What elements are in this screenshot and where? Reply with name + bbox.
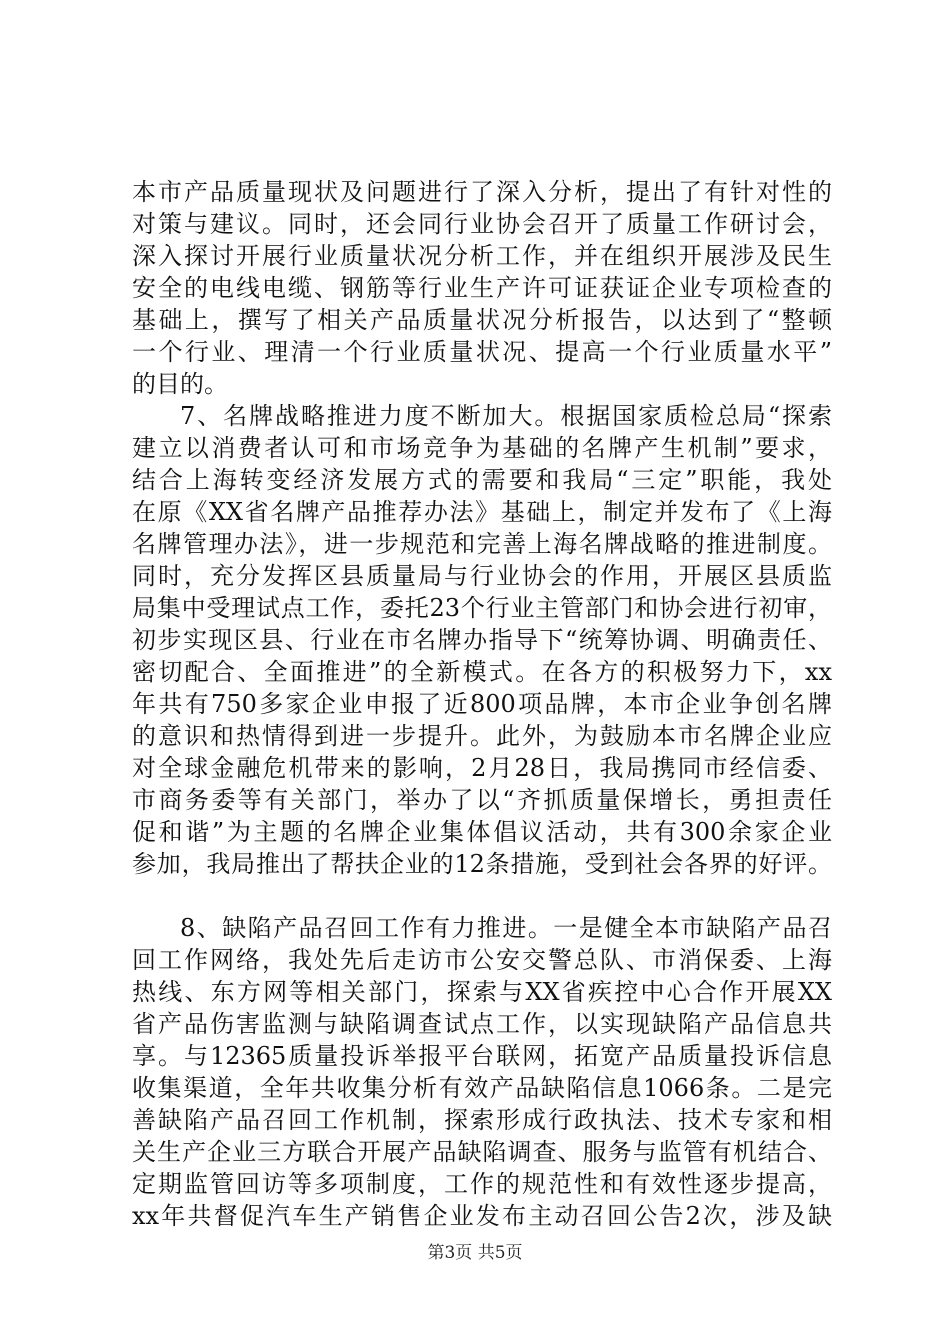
text-line: 基础上，撰写了相关产品质量状况分析报告，以达到了“整顿 [132, 306, 832, 334]
text-line: 关生产企业三方联合开展产品缺陷调查、服务与监管有机结合、 [132, 1138, 832, 1166]
text-line: 享。与12365质量投诉举报平台联网，拓宽产品质量投诉信息 [132, 1042, 832, 1070]
text-line: 年共有750多家企业申报了近800项品牌，本市企业争创名牌 [132, 690, 832, 718]
text-line: 安全的电线电缆、钢筋等行业生产许可证获证企业专项检查的 [132, 274, 832, 302]
text-line: 建立以消费者认可和市场竞争为基础的名牌产生机制”要求， [132, 434, 832, 462]
text-line: 省产品伤害监测与缺陷调查试点工作，以实现缺陷产品信息共 [132, 1010, 832, 1038]
text-line: 促和谐”为主题的名牌企业集体倡议活动，共有300余家企业 [132, 818, 832, 846]
text-line: 密切配合、全面推进”的全新模式。在各方的积极努力下，xx [132, 658, 832, 686]
text-line: 定期监管回访等多项制度，工作的规范性和有效性逐步提高， [132, 1170, 832, 1198]
text-line: xx年共督促汽车生产销售企业发布主动召回公告2次，涉及缺 [132, 1202, 832, 1230]
text-line: 结合上海转变经济发展方式的需要和我局“三定”职能，我处 [132, 466, 832, 494]
text-line: 一个行业、理清一个行业质量状况、提高一个行业质量水平” [132, 338, 832, 366]
text-line: 的目的。 [132, 370, 228, 398]
text-line: 对全球金融危机带来的影响，2月28日，我局携同市经信委、 [132, 754, 832, 782]
text-line: 在原《XX省名牌产品推荐办法》基础上，制定并发布了《上海 [132, 498, 832, 526]
text-line: 参加，我局推出了帮扶企业的12条措施，受到社会各界的好评。 [132, 850, 832, 878]
text-line: 同时，充分发挥区县质量局与行业协会的作用，开展区县质监 [132, 562, 832, 590]
text-line: 回工作网络，我处先后走访市公安交警总队、市消保委、上海 [132, 946, 832, 974]
text-line: 本市产品质量现状及问题进行了深入分析，提出了有针对性的 [132, 178, 832, 206]
text-line: 市商务委等有关部门，举办了以“齐抓质量保增长，勇担责任 [132, 786, 832, 814]
text-line: 热线、东方网等相关部门，探索与XX省疾控中心合作开展XX [132, 978, 832, 1006]
text-line: 的意识和热情得到进一步提升。此外，为鼓励本市名牌企业应 [132, 722, 832, 750]
text-line: 对策与建议。同时，还会同行业协会召开了质量工作研讨会， [132, 210, 832, 238]
text-line: 深入探讨开展行业质量状况分析工作，并在组织开展涉及民生 [132, 242, 832, 270]
text-line: 8、缺陷产品召回工作有力推进。一是健全本市缺陷产品召 [180, 914, 832, 942]
text-line: 初步实现区县、行业在市名牌办指导下“统筹协调、明确责任、 [132, 626, 832, 654]
text-line: 善缺陷产品召回工作机制，探索形成行政执法、技术专家和相 [132, 1106, 832, 1134]
text-line: 局集中受理试点工作，委托23个行业主管部门和协会进行初审， [132, 594, 832, 622]
text-line: 名牌管理办法》，进一步规范和完善上海名牌战略的推进制度。 [132, 530, 832, 558]
text-line: 7、名牌战略推进力度不断加大。根据国家质检总局“探索 [180, 402, 832, 430]
text-line: 收集渠道，全年共收集分析有效产品缺陷信息1066条。二是完 [132, 1074, 832, 1102]
page-number-footer: 第3页 共5页 [427, 1243, 523, 1263]
